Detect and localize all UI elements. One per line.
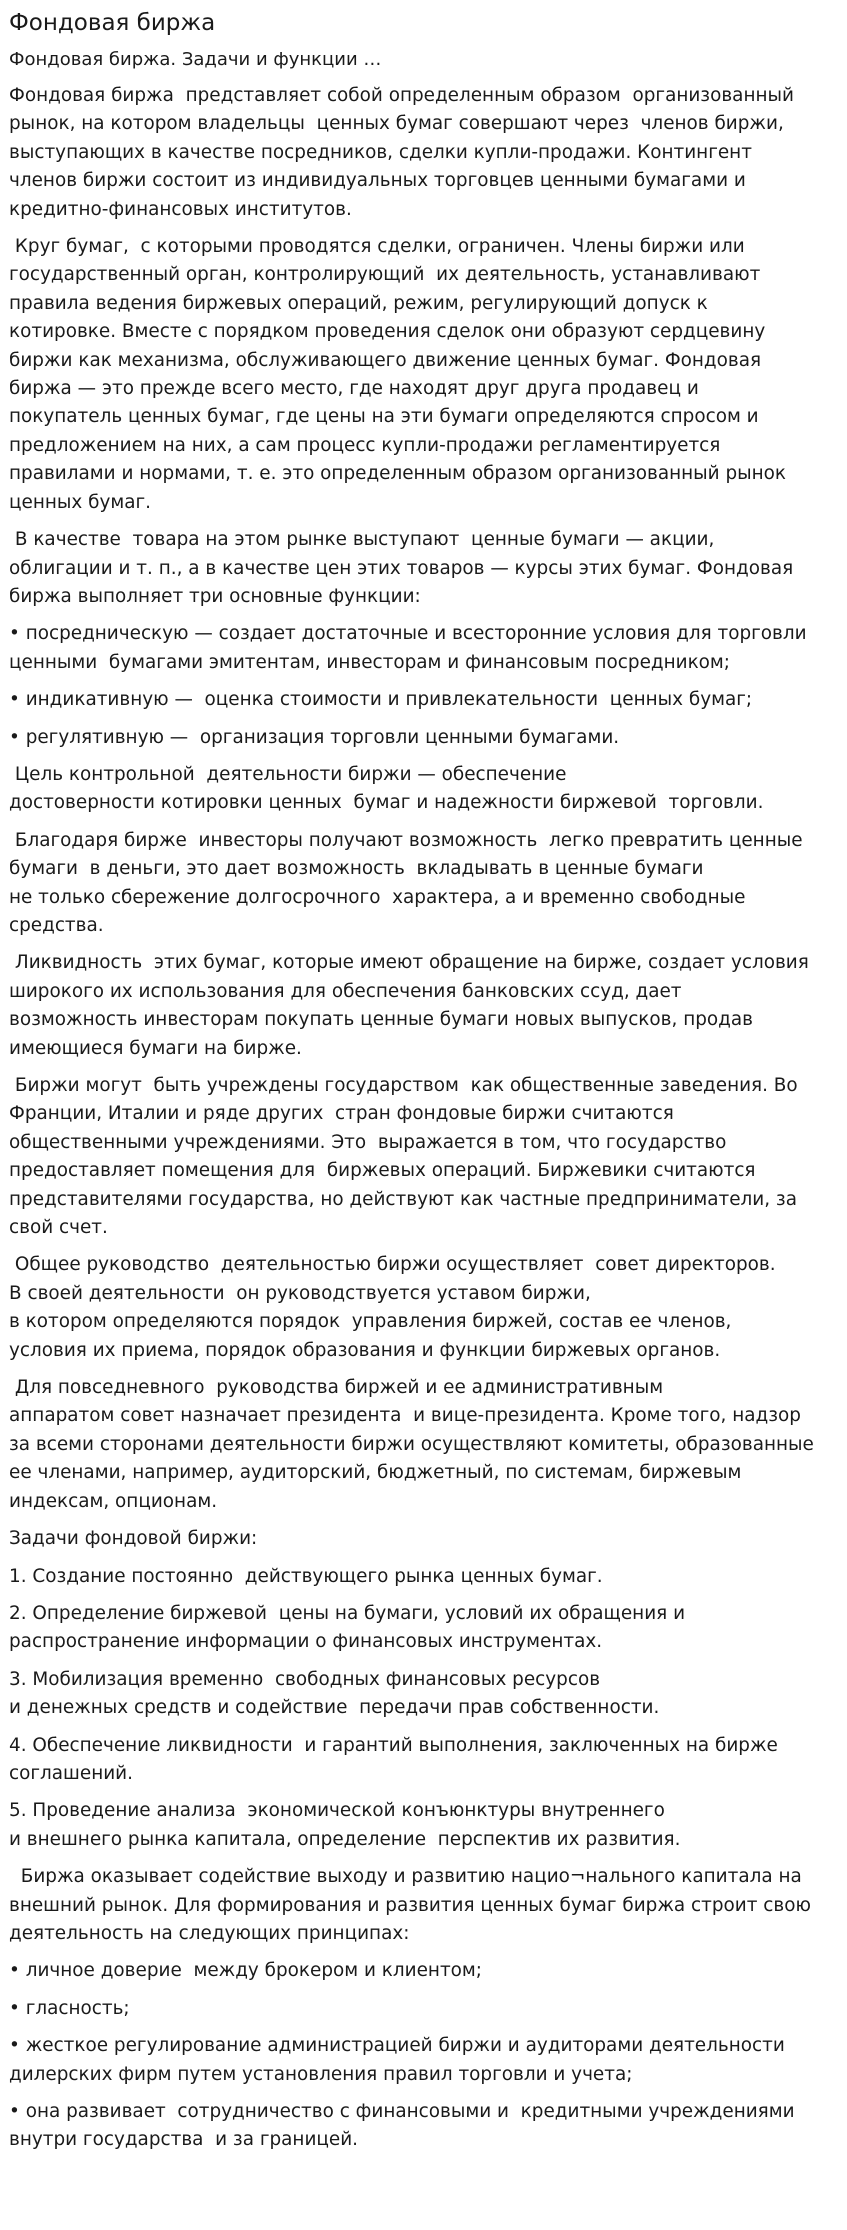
list-item: • она развивает сотрудничество с финансовыми и кредитными учреждениями внутри государства и за границей. [9, 2101, 795, 2151]
paragraph: Благодаря бирже инвесторы получают возможность легко превратить ценные бумаги в деньги, это дает возможность вкладывать в ценные бумаги не только сбережение долгосрочного характера, а и временно свободные средства. [9, 829, 803, 936]
paragraph: Цель контрольной деятельности биржи — обеспечение достоверности котировки ценных бумаг и надежности биржевой торговли. [9, 763, 764, 814]
paragraph: Для повседневного руководства биржей и ее административным аппаратом совет назначает президента и вице-президента. Кроме того, надзор за всеми сторонами деятельности биржи осуществляют комитеты, образованные ее членами, например, аудиторский, бюджетный, по системам, биржевым индексам, опционам. [9, 1377, 814, 1512]
list-item: • жесткое регулирование администрацией биржи и аудиторами деятельности дилерских фирм путем установления правил торговли и учета; [9, 2035, 785, 2085]
article-subtitle: Фондовая биржа. Задачи и функции … [9, 49, 382, 70]
list-item: • гласность; [9, 1997, 130, 2019]
list-item: 5. Проведение анализа экономической конъюнктуры внутреннего и внешнего рынка капитала, определение перспектив их развития. [9, 1800, 681, 1850]
paragraph: Биржи могут быть учреждены государством как общественные заведения. Во Франции, Италии и ряде других стран фондовые биржи считаются общественными учреждениями. Это выражается в том, что государство предоставляет помещения для биржевых операций. Биржевики считаются представителями государства, но действуют как частные предприниматели, за свой счет. [9, 1075, 798, 1239]
article-body [9, 82, 837, 2155]
section-heading: Задачи фондовой биржи: [9, 1528, 258, 1550]
paragraph: Биржа оказывает содействие выходу и развитию нацио¬нального капитала на внешний рынок. Для формирования и развития ценных бумаг биржа строит свою деятельность на следующих принципах: [9, 1866, 811, 1944]
paragraph: Ликвидность этих бумаг, которые имеют обращение на бирже, создает условия широкого их использования для обеспечения банковских ссуд, дает возможность инвесторам покупать ценные бумаги новых выпусков, продав имеющиеся бумаги на бирже. [9, 952, 809, 1059]
paragraph: Фондовая биржа представляет собой определенным образом организованный рынок, на котором владельцы ценных бумаг совершают через членов биржи, выступающих в качестве посредников, сделки купли-продажи. Контингент членов биржи состоит из индивидуальных торговцев ценными бумагами и кредитно-финансовых институтов. [9, 85, 794, 220]
list-item: 3. Мобилизация временно свободных финансовых ресурсов и денежных средств и содействие передачи прав собственности. [9, 1668, 660, 1719]
list-item: • регулятивную — организация торговли ценными бумагами. [9, 726, 620, 748]
list-item: • личное доверие между брокером и клиентом; [9, 1960, 482, 1982]
list-item: 1. Создание постоянно действующего рынка ценных бумаг. [9, 1565, 603, 1587]
paragraph: Круг бумаг, с которыми проводятся сделки, ограничен. Члены биржи или государственный орган, контролирующий их деятельность, устанавливают правила ведения биржевых операций, режим, регулирующий допуск к котировке. Вместе с порядком проведения сделок они образуют сердцевину биржи как механизма, обслуживающего движение ценных бумаг. Фондовая биржа — это прежде всего место, где находят друг друга продавец и покупатель ценных бумаг, где цены на эти бумаги определяются спросом и предложением на них, а сам процесс купли-продажи регламентируется правилами и нормами, т. е. это определенным образом организованный рынок ценных бумаг. [9, 236, 787, 513]
list-item: 2. Определение биржевой цены на бумаги, условий их обращения и распространение информации о финансовых инструментах. [9, 1602, 686, 1653]
list-item: • индикативную — оценка стоимости и привлекательности ценных бумаг; [9, 689, 753, 711]
page-title: Фондовая биржа [9, 10, 216, 36]
list-item: • посредническую — создает достаточные и всесторонние условия для торговли ценными бумагами эмитентам, инвесторам и финансовым посредником; [9, 623, 807, 673]
list-item: 4. Обеспечение ликвидности и гарантий выполнения, заключенных на бирже соглашений. [9, 1734, 778, 1784]
paragraph: В качестве товара на этом рынке выступают ценные бумаги — акции, облигации и т. п., а в качестве цен этих товаров — курсы этих бумаг. Фондовая биржа выполняет три основные функции: [9, 529, 794, 607]
paragraph: Общее руководство деятельностью биржи осуществляет совет директоров. В своей деятельности он руководствуется уставом биржи, в котором определяются порядок управления биржей, состав ее членов, условия их приема, порядок образования и функции биржевых органов. [9, 1254, 776, 1361]
